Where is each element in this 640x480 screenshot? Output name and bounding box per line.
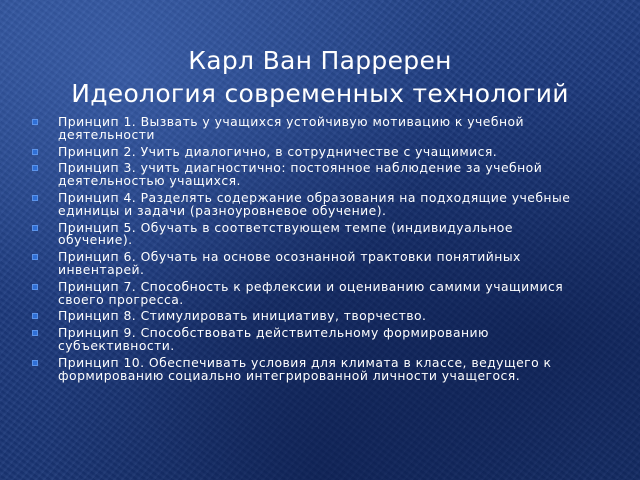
list-item: [28, 310, 588, 323]
square-bullet-icon: [32, 225, 38, 231]
principle-text: Принцип 2. Учить диалогично, в сотрудничестве с учащимися.: [58, 143, 498, 159]
principle-text: Принцип 10. Обеспечивать условия для климата в классе, ведущего к формированию социально интегрированной личности учащегося.: [58, 354, 552, 383]
title-author: Карл Ван Парререн: [188, 46, 452, 75]
list-item: [28, 116, 588, 142]
list-item: [28, 278, 588, 307]
list-item: [28, 162, 588, 188]
square-bullet-icon: [32, 313, 38, 319]
list-item: [28, 143, 588, 159]
principle-text: Принцип 7. Способность к рефлексии и оцениванию самими учащимися своего прогресса.: [58, 278, 564, 307]
title-topic: Идеология современных технологий: [71, 79, 569, 108]
principle-text: Принцип 4. Разделять содержание образования на подходящие учебные единицы и задачи (разноуровневое обучение).: [58, 189, 571, 218]
square-bullet-icon: [32, 254, 38, 260]
square-bullet-icon: [32, 284, 38, 290]
list-item: [28, 327, 588, 353]
principle-text: Принцип 9. Способствовать действительному формированию субъективности.: [58, 325, 489, 353]
square-bullet-icon: [32, 119, 38, 125]
principle-text: Принцип 3. учить диагностично: постоянное наблюдение за учебной деятельностью учащихся.: [58, 160, 543, 189]
slide-title: [0, 44, 640, 110]
square-bullet-icon: [32, 330, 38, 336]
square-bullet-icon: [32, 195, 38, 201]
list-item: [28, 251, 588, 277]
principles-list: [28, 116, 588, 386]
list-item: [28, 219, 588, 248]
principle-text: Принцип 8. Стимулировать инициативу, творчество.: [58, 308, 427, 324]
principle-text: Принцип 5. Обучать в соответствующем темпе (индивидуальное обучение).: [58, 219, 513, 248]
square-bullet-icon: [32, 165, 38, 171]
list-item: [28, 354, 588, 383]
square-bullet-icon: [32, 149, 38, 155]
square-bullet-icon: [32, 360, 38, 366]
list-item: [28, 189, 588, 218]
principle-text: Принцип 1. Вызвать у учащихся устойчивую мотивацию к учебной деятельности: [58, 114, 525, 142]
principle-text: Принцип 6. Обучать на основе осознанной трактовки понятийных инвентарей.: [58, 249, 521, 277]
